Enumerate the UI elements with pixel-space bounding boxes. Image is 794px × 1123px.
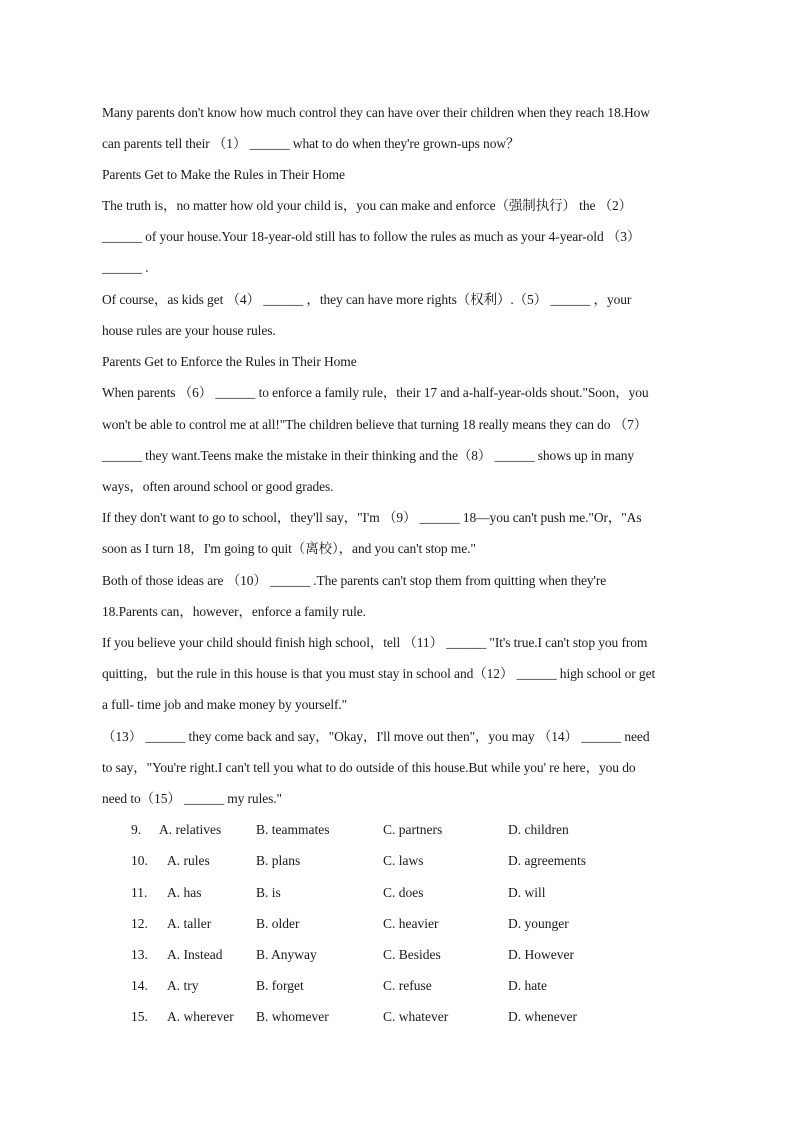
passage-line: soon as I turn 18，I'm going to quit（离校），and you can't stop me.": [102, 541, 476, 556]
passage-line: When parents （6） ______ to enforce a family rule，their 17 and a-half-year-olds shout."Soon，you: [102, 385, 649, 400]
option-c[interactable]: C. Besides: [383, 947, 441, 962]
option-a[interactable]: A. try: [167, 978, 199, 993]
option-a[interactable]: A. Instead: [167, 947, 223, 962]
option-c[interactable]: C. heavier: [383, 916, 439, 931]
option-d[interactable]: D. children: [508, 822, 569, 837]
option-c[interactable]: C. partners: [383, 822, 443, 837]
option-c[interactable]: C. refuse: [383, 978, 432, 993]
passage-line: ways，often around school or good grades.: [102, 479, 334, 494]
option-d[interactable]: D. hate: [508, 978, 547, 993]
option-d[interactable]: D. will: [508, 885, 546, 900]
option-b[interactable]: B. older: [256, 916, 300, 931]
question-number: 10.: [131, 853, 148, 868]
section-heading: Parents Get to Enforce the Rules in Their Home: [102, 354, 357, 369]
passage-line: Both of those ideas are （10） ______ .The parents can't stop them from quitting when they're: [102, 573, 607, 588]
question-row-14: [0, 977, 794, 995]
option-b[interactable]: B. Anyway: [256, 947, 317, 962]
passage-line: a full- time job and make money by yourself.": [102, 697, 348, 712]
passage-line: house rules are your house rules.: [102, 323, 276, 338]
option-a[interactable]: A. taller: [167, 916, 212, 931]
question-number: 9.: [131, 822, 142, 837]
question-number: 11.: [131, 885, 148, 900]
question-number: 14.: [131, 978, 148, 993]
passage-line: won't be able to control me at all!"The children believe that turning 18 really means they can do （7）: [102, 417, 648, 432]
passage-line: The truth is，no matter how old your child is，you can make and enforce（强制执行） the （2）: [102, 198, 633, 213]
option-d[interactable]: D. agreements: [508, 853, 586, 868]
question-row-11: [0, 884, 794, 902]
question-row-12: [0, 915, 794, 933]
option-b[interactable]: B. whomever: [256, 1009, 329, 1024]
passage-line: If you believe your child should finish high school，tell （11） ______ "It's true.I can't stop you from: [102, 635, 648, 650]
passage-line: Of course，as kids get （4） ______ ，they can have more rights（权利）.（5） ______ ，your: [102, 292, 632, 307]
question-row-15: [0, 1008, 794, 1026]
section-heading: Parents Get to Make the Rules in Their Home: [102, 167, 345, 182]
option-d[interactable]: D. whenever: [508, 1009, 577, 1024]
option-b[interactable]: B. forget: [256, 978, 304, 993]
passage-line: If they don't want to go to school，they'll say，"I'm （9） ______ 18—you can't push me."Or，"As: [102, 510, 642, 525]
passage-line: 18.Parents can，however，enforce a family rule.: [102, 604, 366, 619]
passage-line: （13） ______ they come back and say，"Okay，I'll move out then"，you may （14） ______ need: [102, 729, 650, 744]
passage-line: need to（15） ______ my rules.": [102, 791, 282, 806]
passage-line: ______ .: [102, 260, 149, 275]
option-b[interactable]: B. teammates: [256, 822, 330, 837]
question-row-10: [0, 852, 794, 870]
option-a[interactable]: A. has: [167, 885, 202, 900]
option-a[interactable]: A. relatives: [159, 822, 222, 837]
option-c[interactable]: C. laws: [383, 853, 424, 868]
option-d[interactable]: D. However: [508, 947, 574, 962]
option-d[interactable]: D. younger: [508, 916, 569, 931]
passage-line: to say，"You're right.I can't tell you what to do outside of this house.But while you' re here，you do: [102, 760, 636, 775]
passage-line: quitting，but the rule in this house is that you must stay in school and（12） ______ high school or get: [102, 666, 656, 681]
passage-line: ______ of your house.Your 18-year-old still has to follow the rules as much as your 4-year-old （3）: [102, 229, 641, 244]
question-number: 12.: [131, 916, 148, 931]
passage-line: can parents tell their （1） ______ what to do when they're grown-ups now？: [102, 136, 520, 151]
option-c[interactable]: C. does: [383, 885, 424, 900]
option-a[interactable]: A. wherever: [167, 1009, 234, 1024]
question-row-13: [0, 946, 794, 964]
option-a[interactable]: A. rules: [167, 853, 210, 868]
question-number: 13.: [131, 947, 148, 962]
passage-line: ______ they want.Teens make the mistake in their thinking and the（8） ______ shows up in many: [102, 448, 635, 463]
question-number: 15.: [131, 1009, 148, 1024]
passage-line: Many parents don't know how much control they can have over their children when they reach 18.How: [102, 105, 650, 120]
option-c[interactable]: C. whatever: [383, 1009, 449, 1024]
question-row-9: [0, 821, 794, 839]
option-b[interactable]: B. is: [256, 885, 281, 900]
option-b[interactable]: B. plans: [256, 853, 301, 868]
